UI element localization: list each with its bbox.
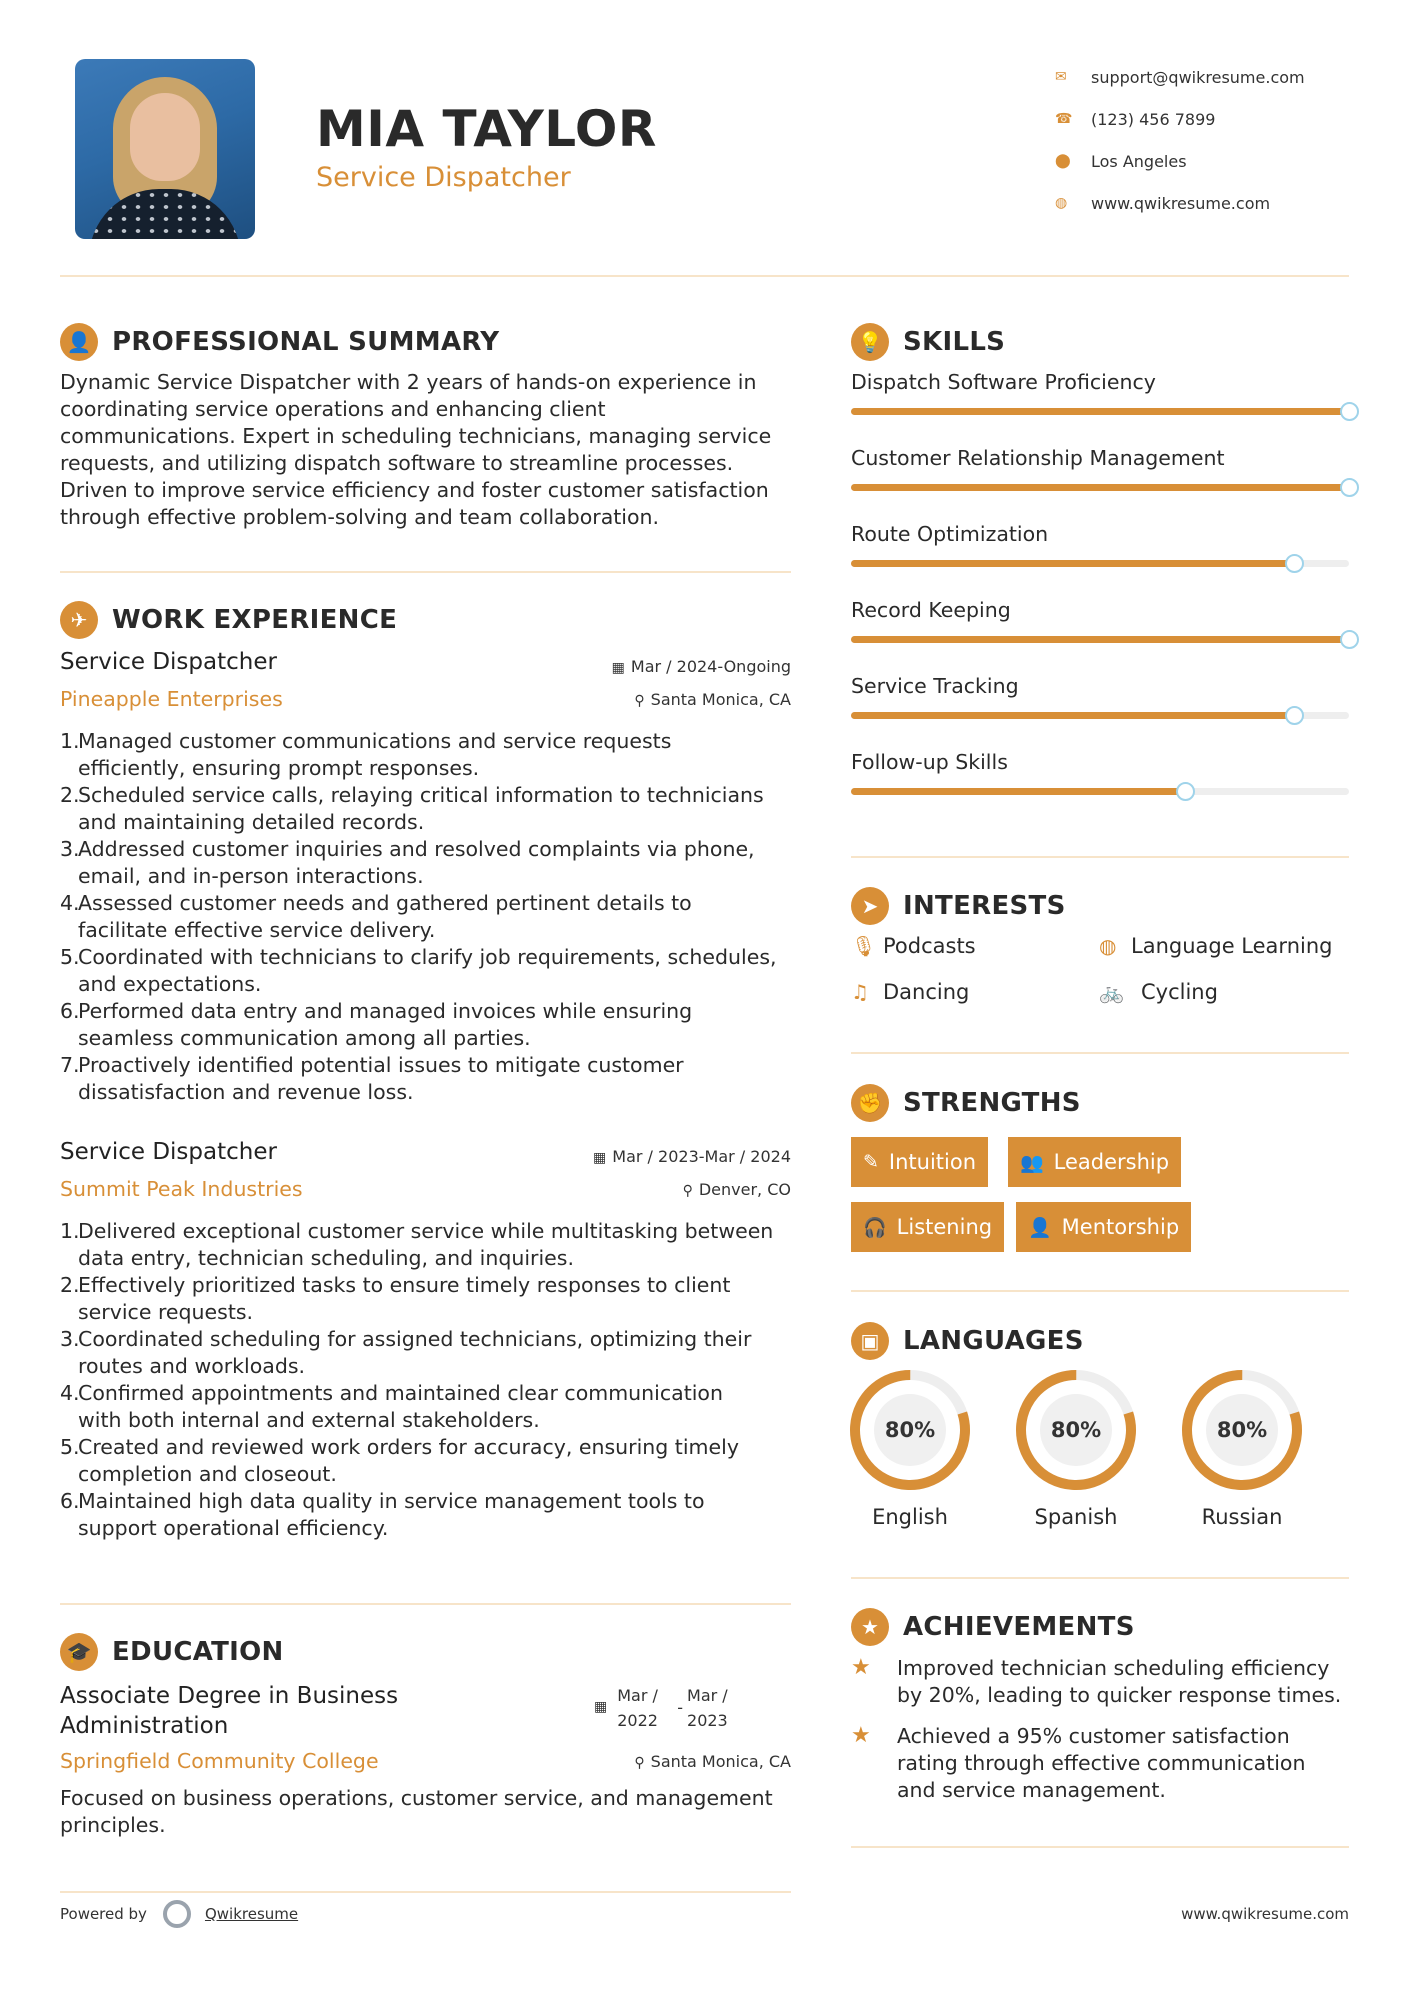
education-divider [60,1891,791,1893]
pin-icon: ⚲ [634,693,645,709]
interest-dancing: ♫ Dancing [851,980,970,1004]
education-location: ⚲ Santa Monica, CA [634,1752,791,1771]
contact-website[interactable]: ◍ www.qwikresume.com [1055,193,1271,213]
qwikresume-link[interactable]: Qwikresume [204,1905,299,1923]
language-card-icon: ▣ [851,1322,889,1360]
skill-item [851,522,1349,567]
achievement-item: ★ Improved technician scheduling efficiency by 20%, leading to quicker response times. [851,1655,1342,1707]
summary-heading: 👤 PROFESSIONAL SUMMARY [60,323,499,361]
skill-bar-fill [851,788,1185,795]
star-icon: ★ [851,1655,871,1680]
group-icon: 👥 [1020,1151,1044,1174]
candidate-name: MIA TAYLOR [316,100,657,158]
job-duties [60,728,800,1106]
language-item [1181,1369,1303,1529]
phone-icon: ☎ [1055,111,1073,127]
skills-divider [851,856,1349,858]
list-item: 2. Scheduled service calls, relaying critical information to technicians and maintaining detailed records. [60,783,764,834]
user-icon: 👤 [60,323,98,361]
achievement-item: ★ Achieved a 95% customer satisfaction rating through effective communication and service management. [851,1723,1306,1802]
skill-bar [851,712,1349,719]
strengths-divider [851,1290,1349,1292]
strength-mentorship: 👤 Mentorship [1016,1202,1191,1252]
footer-powered-by: Powered by Qwikresume [60,1900,298,1928]
lightbulb-icon: 💡 [851,323,889,361]
qwikresume-logo-icon [163,1900,191,1928]
skill-bar-fill [851,636,1349,643]
skill-bar [851,560,1349,567]
languages-heading: ▣ LANGUAGES [851,1322,1084,1360]
list-item: 3. Addressed customer inquiries and resolved complaints via phone, email, and in-person interactions. [60,837,755,888]
summary-divider [60,571,791,573]
degree-title: Associate Degree in Business Administration [60,1683,399,1739]
profile-photo [75,59,255,239]
skill-bar-knob [1340,402,1359,421]
skill-bar-knob [1285,706,1304,725]
calendar-icon: ▦ [611,660,625,676]
achievements-divider [851,1846,1349,1848]
language-percent: 80% [884,1418,936,1442]
candidate-title: Service Dispatcher [316,162,571,193]
skill-bar [851,484,1349,491]
achievements-heading: ★ ACHIEVEMENTS [851,1608,1135,1646]
skill-bar [851,788,1349,795]
job-title: Service Dispatcher [60,649,277,675]
skill-bar-fill [851,560,1294,567]
job-date: ▦ Mar / 2023-Mar / 2024 [593,1147,791,1166]
bicycle-icon: 🚲 [1099,980,1124,1004]
job-duties [60,1218,800,1542]
magic-wand-icon: ✎ [863,1151,879,1173]
skill-bar [851,636,1349,643]
job-date: ▦ Mar / 2024-Ongoing [611,657,791,676]
skill-item [851,598,1349,643]
list-item: 1. Delivered exceptional customer service while multitasking between data entry, technician scheduling, and inquiries. [60,1219,774,1270]
education-description: Focused on business operations, customer service, and management principles. [60,1786,773,1837]
skill-label: Route Optimization [851,522,1049,546]
pin-icon: ⚲ [634,1755,645,1771]
language-percent: 80% [1050,1418,1102,1442]
skill-bar-fill [851,712,1294,719]
graduation-cap-icon: 🎓 [60,1633,98,1671]
skill-bar-knob [1340,478,1359,497]
job-company: Pineapple Enterprises [60,687,283,711]
envelope-icon: ✉ [1055,69,1067,85]
skill-item [851,750,1349,795]
music-note-icon: ♫ [851,980,869,1004]
list-item: 5. Coordinated with technicians to clarify job requirements, schedules, and expectations. [60,945,777,996]
summary-text: Dynamic Service Dispatcher with 2 years of hands-on experience in coordinating service operations and enhancing client communications. Expert in scheduling technicians, managing service requests, and utilizing dispatch software to streamline processes. Driven to improve service efficiency and foster customer satisfaction through effective problem-solving and team collaboration. [60,370,772,529]
skill-item [851,446,1349,491]
skill-bar-fill [851,484,1349,491]
strength-intuition: ✎ Intuition [851,1137,988,1187]
interest-podcasts: 🎙 Podcasts [851,934,976,958]
list-item: 6. Performed data entry and managed invoices while ensuring seamless communication among all parties. [60,999,693,1050]
contact-location: ⬤ Los Angeles [1055,151,1187,171]
strength-listening: 🎧 Listening [851,1202,1004,1252]
education-dates: ▦ Mar / 2022 - Mar / 2023 [594,1683,728,1733]
contact-list [1055,56,1305,224]
skill-label: Dispatch Software Proficiency [851,370,1156,394]
job-title: Service Dispatcher [60,1139,277,1165]
skill-bar-knob [1340,630,1359,649]
language-name: Russian [1201,1505,1283,1529]
education-heading: 🎓 EDUCATION [60,1633,284,1671]
skills-heading: 💡 SKILLS [851,323,1005,361]
microphone-icon: 🎙 [851,934,877,958]
star-icon: ★ [851,1723,871,1748]
map-pin-icon: ⬤ [1055,153,1071,169]
language-name: English [872,1505,948,1529]
skill-bar-fill [851,408,1349,415]
skill-item [851,674,1349,719]
experience-heading: ✈ WORK EXPERIENCE [60,601,397,639]
skill-bar-knob [1285,554,1304,573]
skill-label: Service Tracking [851,674,1019,698]
skill-label: Customer Relationship Management [851,446,1225,470]
list-item: 5. Created and reviewed work orders for accuracy, ensuring timely completion and closeout. [60,1435,739,1486]
school-name: Springfield Community College [60,1749,379,1773]
pin-icon: ⚲ [682,1183,693,1199]
globe-icon: ◍ [1099,934,1117,958]
footer-url[interactable]: www.qwikresume.com [1181,1905,1349,1923]
list-item: 6. Maintained high data quality in service management tools to support operational efficiency. [60,1489,705,1540]
skill-label: Record Keeping [851,598,1011,622]
language-item [849,1369,971,1529]
languages-divider [851,1577,1349,1579]
skill-bar-knob [1176,782,1195,801]
interests-heading: ➤ INTERESTS [851,887,1066,925]
interest-cycling: 🚲 Cycling [1099,980,1218,1004]
header-divider [60,275,1349,277]
contact-phone[interactable]: ☎ (123) 456 7899 [1055,109,1216,129]
calendar-icon: ▦ [593,1150,607,1166]
skill-item [851,370,1349,415]
language-name: Spanish [1034,1505,1118,1529]
fist-icon: ✊ [851,1084,889,1122]
job-location: ⚲ Santa Monica, CA [634,690,791,709]
language-item [1015,1369,1137,1529]
skill-label: Follow-up Skills [851,750,1008,774]
star-badge-icon: ★ [851,1608,889,1646]
interests-divider [851,1052,1349,1054]
contact-email[interactable]: ✉ support@qwikresume.com [1055,67,1305,87]
strengths-heading: ✊ STRENGTHS [851,1084,1081,1122]
list-item: 4. Assessed customer needs and gathered pertinent details to facilitate effective service delivery. [60,891,692,942]
calendar-icon: ▦ [594,1699,608,1715]
user-plus-icon: 👤 [1028,1216,1052,1239]
list-item: 7. Proactively identified potential issues to mitigate customer dissatisfaction and revenue loss. [60,1053,684,1104]
interest-language-learning: ◍ Language Learning [1099,934,1333,958]
language-percent: 80% [1216,1418,1268,1442]
job-location: ⚲ Denver, CO [682,1180,791,1199]
skill-bar [851,408,1349,415]
paper-plane-icon: ➤ [851,887,889,925]
job-company: Summit Peak Industries [60,1177,303,1201]
globe-icon: ◍ [1055,195,1068,211]
list-item: 3. Coordinated scheduling for assigned technicians, optimizing their routes and workloads. [60,1327,752,1378]
list-item: 1. Managed customer communications and service requests efficiently, ensuring prompt responses. [60,729,672,780]
list-item: 2. Effectively prioritized tasks to ensure timely responses to client service requests. [60,1273,731,1324]
briefcase-icon: ✈ [60,601,98,639]
headphones-icon: 🎧 [863,1216,887,1239]
experience-divider [60,1603,791,1605]
strength-leadership: 👥 Leadership [1008,1137,1181,1187]
list-item: 4. Confirmed appointments and maintained clear communication with both internal and external stakeholders. [60,1381,723,1432]
